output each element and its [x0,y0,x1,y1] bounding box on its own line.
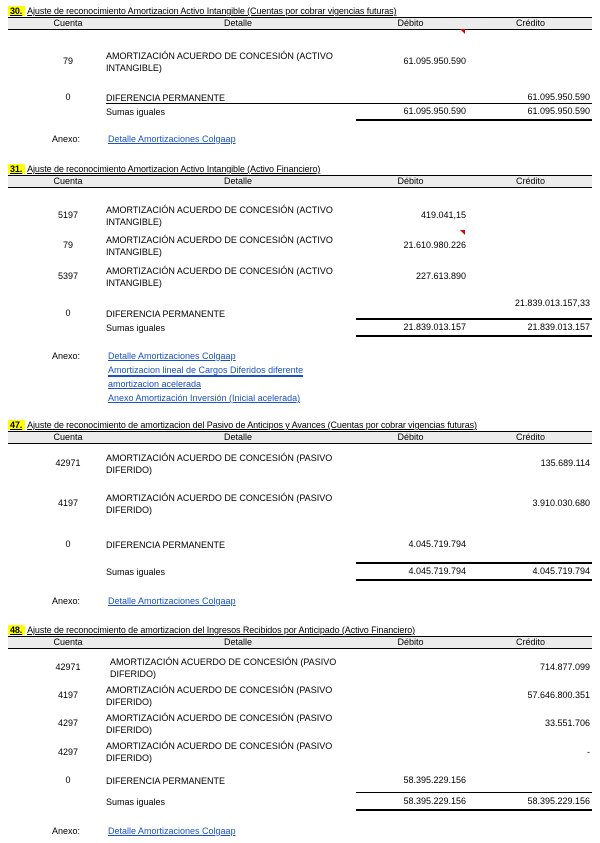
cell-detalle: DIFERENCIA PERMANENTE [106,93,226,103]
header-credito: Crédito [515,18,545,28]
anexo-label: Anexo: [52,351,81,361]
sumas-debito: 4.045.719.794 [408,566,466,576]
anexo-link-cargos-diferidos[interactable]: Amortizacion lineal de Cargos Diferidos diferente [108,365,304,375]
table-header [8,17,592,30]
sumas-credito: 21.839.013.157 [527,322,590,332]
header-debito: Débito [397,176,424,186]
cell-credito: 33.551.706 [544,718,590,728]
section-title-text: Ajuste de reconocimiento Amortizacion Activo Intangible (Activo Financiero) [27,164,321,174]
cell-cuenta: 79 [62,56,73,66]
anexo-label: Anexo: [52,596,81,606]
cell-detalle: AMORTIZACIÓN ACUERDO DE CONCESIÓN (PASIVO DIFERIDO) [106,741,333,763]
cell-debito: 4.045.719.794 [408,539,466,549]
header-cuenta: Cuenta [53,637,83,647]
cell-cuenta: 5197 [57,210,79,220]
section-number: 30. [8,6,25,16]
sum-double-line [356,579,592,581]
sum-line [356,792,592,793]
cell-cuenta: 4197 [57,498,79,508]
sum-line [106,103,592,104]
anexo-link-amortizacion-acelerada[interactable]: amortizacion acelerada [108,379,202,389]
cell-detalle: AMORTIZACIÓN ACUERDO DE CONCESIÓN (ACTIVO INTANGIBLE) [106,266,333,288]
anexo-link-detalle[interactable]: Detalle Amortizaciones Colgaap [108,826,236,836]
table-header [8,636,592,649]
cell-detalle: AMORTIZACIÓN ACUERDO DE CONCESIÓN (PASIVO DIFERIDO) [106,493,333,515]
cell-cuenta: 0 [65,308,71,318]
header-detalle: Detalle [223,432,252,442]
header-credito: Crédito [515,432,545,442]
sumas-debito: 61.095.950.590 [403,106,466,116]
sumas-credito: 4.045.719.794 [532,566,590,576]
cell-detalle: AMORTIZACIÓN ACUERDO DE CONCESIÓN (PASIVO DIFERIDO) [110,657,337,679]
header-detalle: Detalle [223,18,252,28]
section-title [8,6,396,17]
header-debito: Débito [397,432,424,442]
section-title-text: Ajuste de reconocimiento de amortizacion del Ingresos Recibidos por Anticipado (Activo Financiero) [27,625,416,635]
cell-cuenta: 42971 [55,662,81,672]
sumas-debito: 21.839.013.157 [403,322,466,332]
cell-debito: 227.613.890 [415,271,466,281]
cell-cuenta: 5397 [57,271,79,281]
section-number: 47. [8,420,25,430]
anexo-label: Anexo: [52,134,81,144]
cell-detalle: DIFERENCIA PERMANENTE [106,309,226,319]
cell-cuenta: 42971 [55,458,81,468]
header-cuenta: Cuenta [53,18,83,28]
cell-credito: 61.095.950.590 [527,92,590,102]
cell-cuenta: 0 [65,539,71,549]
sum-double-line [356,335,592,337]
cell-cuenta: 0 [65,775,71,785]
section-title-text: Ajuste de reconocimiento Amortizacion Activo Intangible (Cuentas por cobrar vigencias futuras) [27,6,397,16]
sumas-credito: 58.395.229.156 [527,796,590,806]
section-number: 48. [8,625,25,635]
sum-line [356,318,592,320]
cell-debito: 61.095.950.590 [403,56,466,66]
table-header [8,175,592,188]
table-header [8,431,592,444]
header-detalle: Detalle [223,176,252,186]
cell-credito: 135.689.114 [540,458,590,468]
anexo-link-detalle[interactable]: Detalle Amortizaciones Colgaap [108,351,236,361]
sumas-credito: 61.095.950.590 [527,106,590,116]
header-debito: Débito [397,18,424,28]
comment-marker-icon [460,29,465,34]
section-title-text: Ajuste de reconocimiento de amortizacion del Pasivo de Anticipos y Avances (Cuentas por cobrar vigencias futuras) [27,420,477,430]
sumas-label: Sumas iguales [106,107,166,117]
section-title [8,420,477,431]
cell-credito: 57.646.800.351 [527,690,590,700]
cell-credito: 21.839.013.157,33 [514,298,590,308]
cell-detalle: AMORTIZACIÓN ACUERDO DE CONCESIÓN (ACTIVO INTANGIBLE) [106,51,333,73]
cell-detalle: AMORTIZACIÓN ACUERDO DE CONCESIÓN (ACTIVO INTANGIBLE) [106,205,333,227]
cell-cuenta: 4297 [57,718,79,728]
cell-detalle: AMORTIZACIÓN ACUERDO DE CONCESIÓN (PASIVO DIFERIDO) [106,453,333,475]
cell-detalle: DIFERENCIA PERMANENTE [106,540,226,550]
sum-line [356,562,592,564]
cell-cuenta: 79 [62,240,73,250]
comment-marker-icon [460,230,465,235]
sumas-label: Sumas iguales [106,323,166,333]
cell-cuenta: 0 [65,92,71,102]
header-credito: Crédito [515,176,545,186]
anexo-label: Anexo: [52,826,81,836]
cell-credito: 714.877.099 [539,662,590,672]
header-credito: Crédito [515,637,545,647]
cell-cuenta: 4197 [57,690,79,700]
cell-credito: - [587,747,590,757]
sumas-label: Sumas iguales [106,797,166,807]
header-cuenta: Cuenta [53,176,83,186]
cell-cuenta: 4297 [57,747,79,757]
section-title [8,164,320,175]
section-title [8,625,415,636]
section-number: 31. [8,164,25,174]
cell-detalle: DIFERENCIA PERMANENTE [106,776,226,786]
cell-debito: 21.610.980.226 [403,240,466,250]
anexo-link-detalle[interactable]: Detalle Amortizaciones Colgaap [108,134,236,144]
sumas-debito: 58.395.229.156 [403,796,466,806]
cell-detalle: AMORTIZACIÓN ACUERDO DE CONCESIÓN (ACTIVO INTANGIBLE) [106,235,333,257]
cell-debito: 419.041,15 [420,210,466,220]
anexo-link-inversion[interactable]: Anexo Amortización Inversión (Inicial acelerada) [108,393,301,403]
header-debito: Débito [397,637,424,647]
header-detalle: Detalle [223,637,252,647]
cell-debito: 58.395.229.156 [403,775,466,785]
sum-double-line [356,119,592,121]
anexo-link-detalle[interactable]: Detalle Amortizaciones Colgaap [108,596,236,606]
cell-detalle: AMORTIZACIÓN ACUERDO DE CONCESIÓN (PASIVO DIFERIDO) [106,713,333,735]
header-cuenta: Cuenta [53,432,83,442]
cell-credito: 3.910.030.680 [532,498,590,508]
cell-detalle: AMORTIZACIÓN ACUERDO DE CONCESIÓN (PASIVO DIFERIDO) [106,685,333,707]
sum-double-line [356,809,592,811]
sumas-label: Sumas iguales [106,567,166,577]
